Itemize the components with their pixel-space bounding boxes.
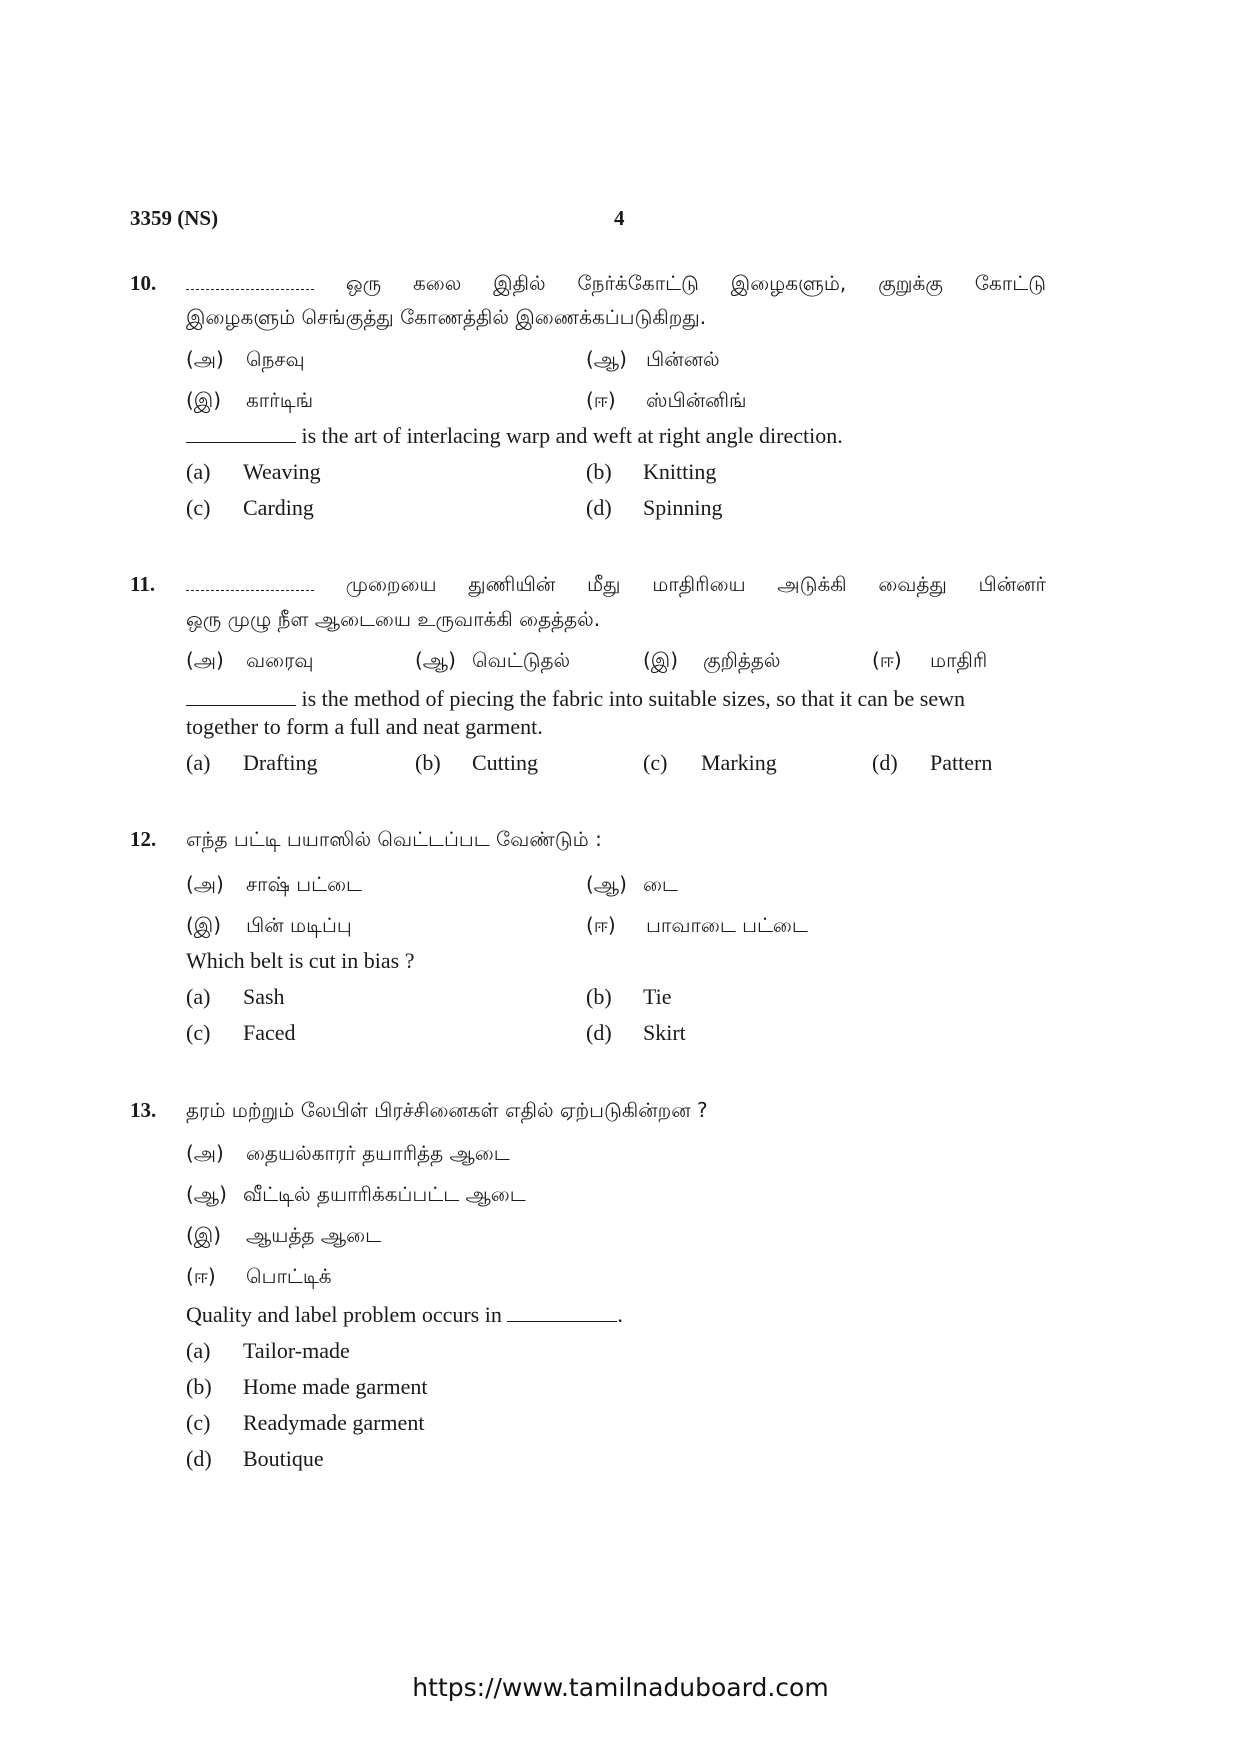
question-tamil-line-1: எந்த பட்டி பயாஸில் வெட்டப்பட வேண்டும் :: [186, 827, 602, 851]
english-option: (b) Home made garment: [186, 1374, 428, 1399]
english-option: (a) Weaving: [186, 459, 321, 484]
tamil-option: (ஈ) பொட்டிக்: [186, 1264, 332, 1288]
question-number: 13.: [130, 1098, 157, 1122]
question-tamil-line-1: முறையை துணியின் மீது மாதிரியை அடுக்கி வைத்து பின்னர்: [186, 572, 1046, 599]
tamil-option: (அ) நெசவு: [186, 347, 305, 371]
english-option: (b) Knitting: [586, 459, 717, 484]
english-option: (b) Tie: [586, 984, 672, 1009]
answer-blank: [186, 575, 314, 591]
question-tamil-line-1: தரம் மற்றும் லேபிள் பிரச்சினைகள் எதில் ஏற்படுகின்றன ?: [186, 1098, 708, 1122]
english-option: (a) Sash: [186, 984, 285, 1009]
tamil-option: (அ) சாஷ் பட்டை: [186, 872, 362, 896]
tamil-option: (ஈ) ஸ்பின்னிங்: [586, 388, 747, 412]
english-option: (a) Tailor-made: [186, 1338, 350, 1363]
question-english-line-2: together to form a full and neat garment.: [186, 714, 543, 739]
footer-url-link[interactable]: https://www.tamilnaduboard.com: [412, 1673, 829, 1702]
english-option: (c) Carding: [186, 495, 314, 520]
answer-blank: [186, 274, 314, 290]
question-english-line-1: Quality and label problem occurs in .: [186, 1302, 623, 1327]
tamil-option: (ஆ) வீட்டில் தயாரிக்கப்பட்ட ஆடை: [186, 1182, 526, 1206]
tamil-option: (ஈ) பாவாடை பட்டை: [586, 913, 808, 937]
tamil-option: (இ) பின் மடிப்பு: [186, 913, 352, 937]
english-option: (d) Boutique: [186, 1446, 324, 1471]
english-option: (b) Cutting: [415, 750, 539, 775]
answer-blank: [186, 690, 296, 706]
question-tamil-line-2: ஒரு முழு நீள ஆடையை உருவாக்கி தைத்தல்.: [186, 607, 601, 631]
english-option: (d) Skirt: [586, 1020, 686, 1045]
tamil-option: (ஆ) வெட்டுதல்: [415, 648, 571, 672]
english-option: (d) Spinning: [586, 495, 723, 520]
question-english-line-1: Which belt is cut in bias ?: [186, 948, 415, 973]
answer-blank: [507, 1306, 617, 1322]
english-option: (d) Pattern: [872, 750, 993, 775]
tamil-option: (ஆ) டை: [586, 872, 678, 896]
tamil-option: (இ) ஆயத்த ஆடை: [186, 1223, 381, 1247]
tamil-option: (அ) வரைவு: [186, 648, 314, 672]
tamil-option: (இ) குறித்தல்: [643, 648, 781, 672]
english-option: (c) Marking: [643, 750, 777, 775]
question-number: 10.: [130, 271, 157, 295]
question-tamil-line-2: இழைகளும் செங்குத்து கோணத்தில் இணைக்கப்படுகிறது.: [186, 305, 707, 329]
question-number: 12.: [130, 827, 157, 851]
tamil-option: (ஆ) பின்னல்: [586, 347, 720, 371]
question-number: 11.: [130, 572, 156, 596]
english-option: (a) Drafting: [186, 750, 318, 775]
answer-blank: [186, 427, 296, 443]
tamil-option: (அ) தையல்காரர் தயாரித்த ஆடை: [186, 1141, 510, 1165]
question-english-line-1: is the art of interlacing warp and weft at right angle direction.: [186, 423, 843, 449]
question-english-line-1: is the method of piecing the fabric into suitable sizes, so that it can be sewn: [186, 686, 965, 712]
tamil-option: (ஈ) மாதிரி: [872, 648, 988, 672]
question-tamil-line-1: ஒரு கலை இதில் நேர்க்கோட்டு இழைகளும், குறுக்கு கோட்டு: [186, 271, 1046, 298]
paper-code: 3359 (NS): [130, 206, 219, 230]
english-option: (c) Faced: [186, 1020, 296, 1045]
english-option: (c) Readymade garment: [186, 1410, 425, 1435]
tamil-option: (இ) கார்டிங்: [186, 388, 314, 412]
page-number: 4: [614, 206, 625, 230]
